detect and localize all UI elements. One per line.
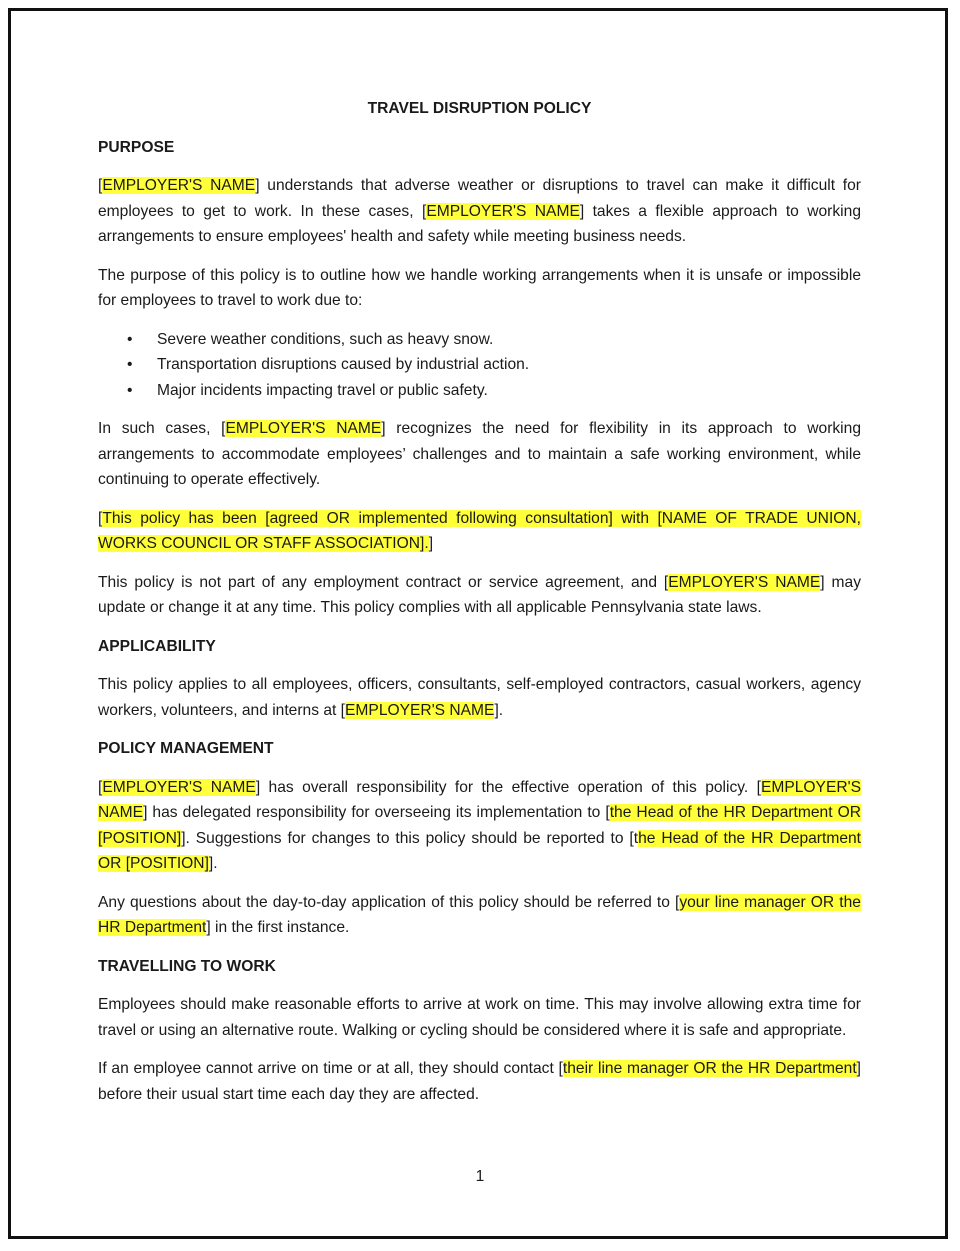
list-item-text: Transportation disruptions caused by industrial action.: [157, 356, 530, 373]
document-body: [98, 96, 861, 1120]
text-run: ]: [428, 535, 434, 552]
bullet-icon: •: [127, 356, 133, 373]
placeholder-responsible-position: he Head of the HR Department OR [POSITION]: [98, 829, 861, 872]
purpose-paragraph-5: [98, 570, 861, 621]
placeholder-employer-name: EMPLOYER'S NAME: [102, 177, 256, 194]
text-run: [: [98, 509, 103, 527]
list-item: [98, 378, 861, 404]
text-run: This policy applies to all employees, officers, consultants, self-employed contractors, casual workers, agency workers, volunteers, and interns at [: [98, 676, 861, 719]
bullet-icon: •: [127, 330, 133, 348]
text-run: ] takes a flexible approach to working arrangements to ensure employees' health and safety while meeting business needs.: [98, 202, 861, 245]
page-number: 1: [475, 1168, 485, 1185]
text-run: ] before their usual start time each day they are affected.: [98, 1060, 861, 1103]
text-run: ] understands that adverse weather or disruptions to travel can make it difficult for employees to get to work. In these cases, [: [98, 177, 862, 220]
purpose-paragraph-1: [98, 173, 861, 250]
purpose-paragraph-4: [98, 506, 861, 557]
placeholder-employer-name: EMPLOYER'S NAME: [668, 573, 821, 591]
list-item-text: Major incidents impacting travel or public safety.: [157, 381, 488, 399]
text-run: ] has delegated responsibility for overseeing its implementation to [: [143, 804, 610, 821]
placeholder-employer-name: EMPLOYER'S NAME: [345, 701, 495, 719]
travelling-paragraph-1: Employees should make reasonable efforts to arrive at work on time. This may involve allowing extra time for travel or using an alternative route. Walking or cycling should be considered where it is safe and appropriate.: [98, 996, 861, 1039]
list-item: [98, 352, 861, 378]
placeholder-responsible-position: the Head of the HR Department OR [POSITION]: [98, 804, 861, 847]
placeholder-employer-name: EMPLOYER'S NAME: [98, 778, 862, 821]
purpose-paragraph-2: The purpose of this policy is to outline how we handle working arrangements when it is unsafe or impossible for employees to travel to work due to:: [98, 266, 861, 309]
section-heading-purpose: PURPOSE: [98, 138, 175, 156]
text-run: This policy is not part of any employment contract or service agreement, and [: [98, 573, 669, 591]
placeholder-contact-person: your line manager OR the HR Department: [98, 893, 861, 936]
text-run: ] has overall responsibility for the effective operation of this policy. [: [255, 778, 761, 796]
policy-management-paragraph-2: [98, 890, 861, 941]
section-heading-applicability: APPLICABILITY: [98, 637, 216, 655]
bullet-icon: •: [127, 381, 133, 399]
placeholder-employer-name: EMPLOYER'S NAME: [102, 778, 256, 796]
section-heading-policy-management: POLICY MANAGEMENT: [98, 740, 274, 757]
section-heading-travelling-to-work: TRAVELLING TO WORK: [98, 957, 276, 975]
text-run: If an employee cannot arrive on time or at all, they should contact [: [98, 1060, 563, 1077]
purpose-paragraph-3: [98, 416, 861, 493]
policy-management-paragraph-1: [98, 775, 861, 877]
text-run: [: [98, 778, 103, 796]
text-run: ] recognizes the need for flexibility in its approach to working arrangements to accommodate employees’ challenges and to maintain a safe working environment, while continuing to operate effectively.: [98, 420, 861, 488]
text-run: ] in the first instance.: [206, 919, 350, 936]
placeholder-employer-name: EMPLOYER'S NAME: [426, 202, 580, 220]
placeholder-employer-name: EMPLOYER'S NAME: [225, 420, 382, 437]
list-item-text: Severe weather conditions, such as heavy snow.: [157, 330, 494, 348]
applicability-paragraph-1: [98, 672, 861, 723]
document-title: TRAVEL DISRUPTION POLICY: [367, 100, 592, 117]
text-run: ] may update or change it at any time. This policy complies with all applicable Pennsylvania state laws.: [98, 573, 862, 616]
placeholder-contact-person: their line manager OR the HR Department: [562, 1060, 857, 1077]
disruption-causes-list: [98, 327, 861, 404]
travelling-paragraph-2: [98, 1056, 861, 1107]
text-run: Any questions about the day-to-day application of this policy should be referred to [: [98, 893, 680, 911]
list-item: [98, 327, 861, 353]
text-run: In such cases, [: [98, 420, 226, 437]
placeholder-consultation-statement: This policy has been [agreed OR implemented following consultation] with [NAME OF TRADE UNION, WORKS COUNCIL OR STAFF ASSOCIATION].: [98, 509, 861, 552]
text-run: ]. Suggestions for changes to this policy should be reported to [t: [181, 829, 639, 847]
text-run: [: [98, 177, 103, 194]
text-run: ].: [208, 855, 218, 872]
text-run: ].: [494, 701, 504, 719]
